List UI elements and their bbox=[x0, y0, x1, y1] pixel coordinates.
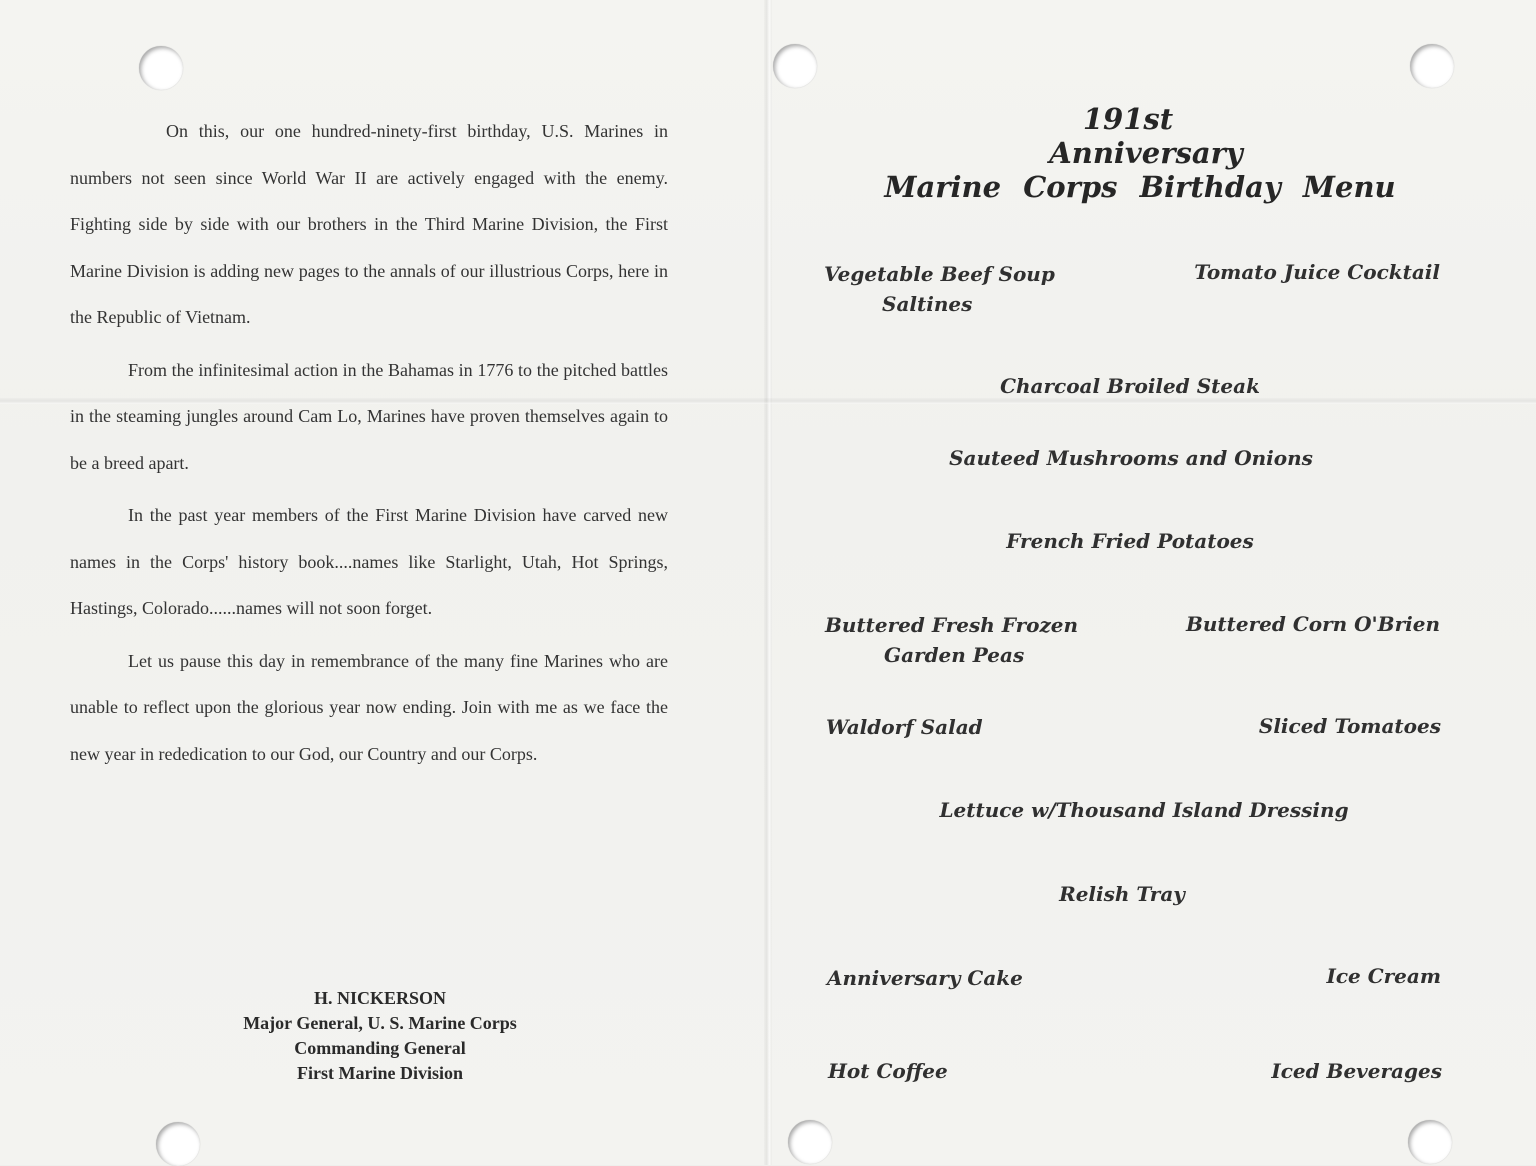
menu-item-steak: Charcoal Broiled Steak bbox=[1000, 374, 1260, 398]
menu-item-cake: Anniversary Cake bbox=[827, 966, 1023, 990]
letter-paragraph: Let us pause this day in remembrance of the many fine Marines who are unable to reflect upon the glorious year now ending. Join with me as we face the new year in rededication to our God, our Country and our Corps. bbox=[70, 650, 668, 764]
menu-title bbox=[840, 102, 1440, 204]
signature-name: H. NICKERSON bbox=[313, 988, 447, 1008]
menu-item-peas-line2: Garden Peas bbox=[884, 643, 1025, 667]
menu-item-soup: Vegetable Beef Soup bbox=[824, 262, 1055, 286]
menu-item-lettuce: Lettuce w/Thousand Island Dressing bbox=[939, 798, 1349, 822]
menu-item-potatoes: French Fried Potatoes bbox=[1006, 529, 1254, 553]
letter-paragraph: On this, our one hundred-ninety-first birthday, U.S. Marines in numbers not seen since World War II are actively engaged with the enemy. Fighting side by side with our brothers in the Third Marine Division, the First Marine Division is adding new pages to the annals of our illustrious Corps, here in the Republic of Vietnam. bbox=[70, 121, 668, 327]
menu-item-ice-cream: Ice Cream bbox=[1326, 964, 1441, 988]
punch-hole-icon bbox=[156, 1122, 200, 1166]
menu-item-beverages: Iced Beverages bbox=[1271, 1059, 1442, 1083]
menu-title-line1: 191st bbox=[1082, 102, 1174, 136]
signature-block bbox=[180, 986, 580, 1086]
menu-item-juice: Tomato Juice Cocktail bbox=[1194, 260, 1440, 284]
menu-title-line2: Anniversary bbox=[1049, 136, 1243, 170]
menu-item-coffee: Hot Coffee bbox=[828, 1059, 948, 1083]
punch-hole-icon bbox=[788, 1120, 832, 1164]
signature-title: Commanding General bbox=[294, 1038, 466, 1058]
menu-item-tomatoes: Sliced Tomatoes bbox=[1258, 714, 1441, 738]
letter-paragraph: From the infinitesimal action in the Bahamas in 1776 to the pitched battles in the steaming jungles around Cam Lo, Marines have proven themselves again to be a breed apart. bbox=[70, 359, 668, 473]
center-fold bbox=[764, 0, 772, 1165]
punch-hole-icon bbox=[1408, 1120, 1452, 1164]
menu-item-mushrooms: Sauteed Mushrooms and Onions bbox=[949, 446, 1313, 470]
punch-hole-icon bbox=[773, 44, 817, 88]
menu-item-corn: Buttered Corn O'Brien bbox=[1185, 612, 1440, 636]
letter-paragraph: In the past year members of the First Marine Division have carved new names in the Corps' history book....names like Starlight, Utah, Hot Springs, Hastings, Colorado......names will not soon forget. bbox=[70, 505, 668, 618]
signature-rank: Major General, U. S. Marine Corps bbox=[243, 1013, 517, 1033]
menu-item-saltines: Saltines bbox=[882, 292, 973, 316]
punch-hole-icon bbox=[139, 46, 183, 90]
menu-item-waldorf: Waldorf Salad bbox=[826, 715, 983, 739]
punch-hole-icon bbox=[1410, 44, 1454, 88]
commander-letter bbox=[70, 108, 668, 783]
signature-unit: First Marine Division bbox=[297, 1063, 463, 1083]
menu-item-relish: Relish Tray bbox=[1059, 882, 1185, 906]
menu-title-line3: Marine Corps Birthday Menu bbox=[884, 170, 1396, 204]
menu-item-peas-line1: Buttered Fresh Frozen bbox=[825, 613, 1079, 637]
